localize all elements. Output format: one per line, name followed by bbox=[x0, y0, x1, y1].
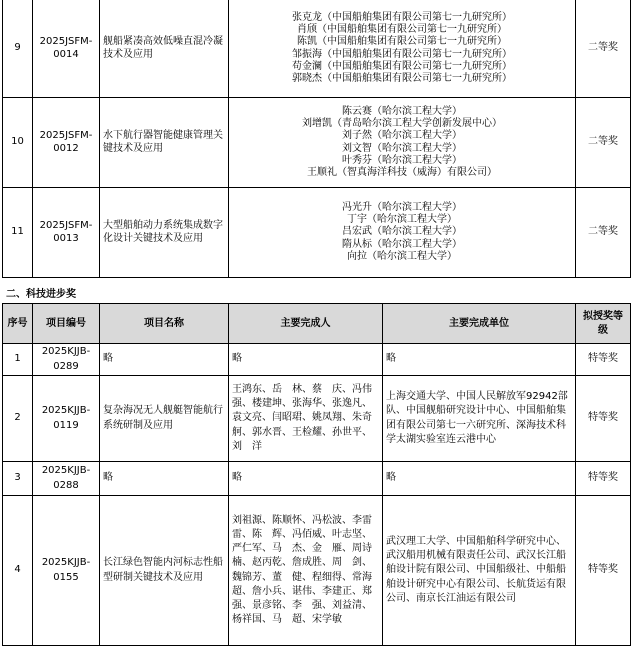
project-name: 大型船舶动力系统集成数字化设计关键技术及应用 bbox=[100, 188, 229, 278]
project-name: 略 bbox=[100, 462, 229, 496]
header-code: 项目编号 bbox=[33, 304, 100, 344]
project-people: 略 bbox=[229, 344, 383, 376]
section-title: 二、科技进步奖 bbox=[6, 289, 76, 300]
project-code: 2025JSFM- 0012 bbox=[33, 98, 100, 188]
project-code: 2025KJJB- 0119 bbox=[33, 376, 100, 462]
table-row bbox=[3, 98, 631, 188]
header-units: 主要完成单位 bbox=[383, 304, 576, 344]
row-number: 9 bbox=[3, 0, 33, 98]
award-level: 特等奖 bbox=[576, 462, 631, 496]
project-units: 武汉理工大学、中国船舶科学研究中心、武汉船用机械有限责任公司、武汉长江船舶设计院有限公司、中国船级社、中船船舶设计研究中心有限公司、长航货运有限公司、南京长江油运有限公司 bbox=[383, 496, 576, 646]
table-row bbox=[3, 462, 631, 496]
award-level: 特等奖 bbox=[576, 496, 631, 646]
row-number: 2 bbox=[3, 376, 33, 462]
row-number: 3 bbox=[3, 462, 33, 496]
table-row bbox=[3, 376, 631, 462]
project-code: 2025KJJB- 0155 bbox=[33, 496, 100, 646]
project-code: 2025KJJB- 0289 bbox=[33, 344, 100, 376]
row-number: 11 bbox=[3, 188, 33, 278]
table-header-row bbox=[3, 304, 631, 344]
project-name: 长江绿色智能内河标志性船型研制关键技术及应用 bbox=[100, 496, 229, 646]
project-name: 略 bbox=[100, 344, 229, 376]
award-level: 特等奖 bbox=[576, 376, 631, 462]
project-units: 略 bbox=[383, 344, 576, 376]
project-code: 2025JSFM- 0014 bbox=[33, 0, 100, 98]
project-people: 略 bbox=[229, 462, 383, 496]
award-table-progress bbox=[2, 303, 631, 646]
row-number: 1 bbox=[3, 344, 33, 376]
award-level: 二等奖 bbox=[576, 98, 631, 188]
project-people: 冯光升（哈尔滨工程大学） 丁宇（哈尔滨工程大学） 吕宏武（哈尔滨工程大学） 隋从标（哈尔滨工程大学） 向拉（哈尔滨工程大学） bbox=[229, 188, 576, 278]
project-name: 水下航行器智能健康管理关键技术及应用 bbox=[100, 98, 229, 188]
table-row bbox=[3, 0, 631, 98]
header-award: 拟授奖等级 bbox=[576, 304, 631, 344]
header-people: 主要完成人 bbox=[229, 304, 383, 344]
header-name: 项目名称 bbox=[100, 304, 229, 344]
project-units: 上海交通大学、中国人民解放军92942部队、中国舰船研究设计中心、中国船舶集团有限公司第七一六研究所、深海技术科学太湖实验室连云港中心 bbox=[383, 376, 576, 462]
table-row bbox=[3, 344, 631, 376]
award-level: 特等奖 bbox=[576, 344, 631, 376]
project-code: 2025KJJB- 0288 bbox=[33, 462, 100, 496]
project-code: 2025JSFM- 0013 bbox=[33, 188, 100, 278]
table-row bbox=[3, 496, 631, 646]
row-number: 10 bbox=[3, 98, 33, 188]
table-row bbox=[3, 188, 631, 278]
project-people: 刘祖源、陈顺怀、冯松波、李雷雷、陈 辉、冯佰威、叶志坚、严仁军、马 杰、金 雁、周诗楠、赵丙乾、詹成胜、周 剑、魏锦芳、董 健、程细得、常海超、詹小兵、谌伟、李建正、郑 强、景彦铭、李 强、刘益清、杨祥国、马 超、宋学敏 bbox=[229, 496, 383, 646]
project-people: 张克龙（中国船舶集团有限公司第七一九研究所） 肖颀（中国船舶集团有限公司第七一九研究所） 陈凯（中国船舶集团有限公司第七一九研究所） 邹振海（中国船舶集团有限公司第七一九研究所） 苟金澜（中国船舶集团有限公司第七一九研究所） 郭晓杰（中国船舶集团有限公司第七一九研究所） bbox=[229, 0, 576, 98]
header-no: 序号 bbox=[3, 304, 33, 344]
award-table-continued bbox=[2, 0, 631, 278]
project-name: 复杂海况无人舰艇智能航行系统研制及应用 bbox=[100, 376, 229, 462]
project-units: 略 bbox=[383, 462, 576, 496]
row-number: 4 bbox=[3, 496, 33, 646]
award-level: 二等奖 bbox=[576, 0, 631, 98]
project-people: 陈云赛（哈尔滨工程大学） 刘增凯（青岛哈尔滨工程大学创新发展中心） 刘子然（哈尔滨工程大学） 刘文智（哈尔滨工程大学） 叶秀芬（哈尔滨工程大学） 王顺礼（智真海洋科技（威海）有限公司） bbox=[229, 98, 576, 188]
award-level: 二等奖 bbox=[576, 188, 631, 278]
project-name: 舰船紧凑高效低噪直混冷凝技术及应用 bbox=[100, 0, 229, 98]
project-people: 王鸿东、岳 林、蔡 庆、冯伟强、楼建坤、张海华、张逸凡、袁文亮、闫昭珺、姚凤翔、朱奇舸、郭水晋、王检耀、孙世平、刘 洋 bbox=[229, 376, 383, 462]
